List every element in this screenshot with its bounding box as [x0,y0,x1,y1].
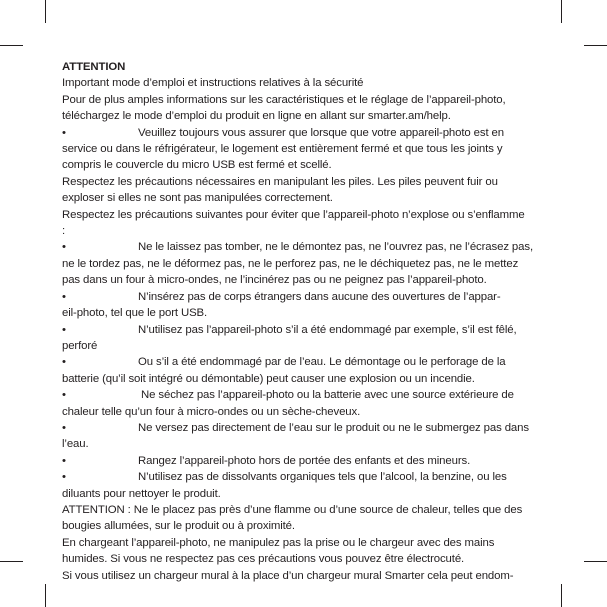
crop-mark-bottom-left-vertical [45,584,46,607]
bullet-marker: • [62,471,66,484]
closing-line: humides. Si vous ne respectez pas ces précautions vous pouvez être électrocuté. [62,553,465,566]
bullet-continuation: compris le couvercle du micro USB est fermé et scellé. [62,159,332,172]
crop-mark-top-left-vertical [45,0,46,23]
bullet-item [62,469,550,485]
bullet-item [62,453,550,469]
bullet-continuation: eil-photo, tel que le port USB. [62,307,208,320]
bullet-marker: • [62,126,66,139]
bullet-continuation: chaleur telle qu’un four à micro-ondes ou un sèche-cheveux. [62,405,361,418]
bullet-text: Ne versez pas directement de l’eau sur le produit ou ne le submergez pas dans [138,421,529,434]
crop-mark-bottom-right-horizontal [584,561,607,562]
bullet-text: N’insérez pas de corps étrangers dans aucune des ouvertures de l’appar- [138,290,501,303]
bullet-item [62,239,550,255]
bullet-text: Rangez l’appareil-photo hors de portée des enfants et des mineurs. [138,454,471,467]
closing-line: bougies allumées, sur le produit ou à proximité. [62,520,295,533]
document-heading: ATTENTION [62,61,126,73]
bullet-text: Ou s’il a été endommagé par de l’eau. Le démontage ou le perforage de la [138,356,506,369]
closing-line: En chargeant l’appareil-photo, ne manipulez pas la prise ou le chargeur avec des mains [62,536,495,549]
bullet-marker: • [62,421,66,434]
bullet-item [62,420,550,436]
paragraph-line: : [62,225,66,238]
bullet-item [62,387,550,403]
bullet-marker: • [62,290,66,303]
bullet-text: Ne séchez pas l’appareil-photo ou la batterie avec une source extérieure de [138,389,514,402]
crop-mark-top-right-vertical [561,0,562,23]
bullet-marker: • [62,241,66,254]
bullet-continuation: batterie (qu’il soit intégré ou démontable) peut causer une explosion ou un incendie. [62,372,475,385]
crop-mark-top-right-horizontal [584,45,607,46]
bullet-continuation: ne le tordez pas, ne le déformez pas, ne le perforez pas, ne le déchiquetez pas, ne le mettez [62,257,519,270]
closing-line: Si vous utilisez un chargeur mural à la place d’un chargeur mural Smarter cela peut endom- [62,569,514,582]
bullet-marker: • [62,389,66,402]
bullet-continuation: perforé [62,339,98,352]
bullet-text: Ne le laissez pas tomber, ne le démontez pas, ne l’ouvrez pas, ne l’écrasez pas, [138,241,533,254]
bullet-item [62,322,550,338]
bullet-continuation: diluants pour nettoyer le produit. [62,487,221,500]
intro-line: Important mode d’emploi et instructions relatives à la sécurité [62,77,364,90]
intro-line: téléchargez le mode d’emploi du produit en ligne en allant sur smarter.am/help. [62,110,451,123]
bullet-marker: • [62,323,66,336]
bullet-continuation: pas dans un four à micro-ondes, ne l’incinérez pas ou ne peignez pas l’appareil-photo. [62,274,487,287]
bullet-item [62,125,550,141]
paragraph-line: Respectez les précautions nécessaires en manipulant les piles. Les piles peuvent fuir ou [62,175,498,188]
crop-mark-bottom-left-horizontal [0,561,23,562]
bullet-marker: • [62,356,66,369]
bullet-text: N’utilisez pas de dissolvants organiques tels que l’alcool, la benzine, ou les [138,471,507,484]
bullet-continuation: service ou dans le réfrigérateur, le logement est entièrement fermé et que tous les joints y [62,143,503,156]
bullet-list [62,239,550,502]
crop-mark-bottom-right-vertical [561,584,562,607]
paragraph-line: exploser si elles ne sont pas manipulées correctement. [62,192,333,205]
crop-mark-top-left-horizontal [0,45,23,46]
closing-line: ATTENTION : Ne le placez pas près d’une flamme ou d’une source de chaleur, telles que des [62,503,523,516]
paragraph-line: Respectez les précautions suivantes pour éviter que l’appareil-photo n’explose ou s’enflamme [62,208,525,221]
document-body [62,59,550,584]
bullet-text: N’utilisez pas l’appareil-photo s’il a été endommagé par exemple, s’il est fêlé, [138,323,517,336]
bullet-item [62,289,550,305]
bullet-marker: • [62,454,66,467]
bullet-item [62,354,550,370]
bullet-continuation: l’eau. [62,438,89,451]
bullet-text: Veuillez toujours vous assurer que lorsque que votre appareil-photo est en [138,126,504,139]
intro-line: Pour de plus amples informations sur les caractéristiques et le réglage de l’appareil-photo, [62,93,506,106]
